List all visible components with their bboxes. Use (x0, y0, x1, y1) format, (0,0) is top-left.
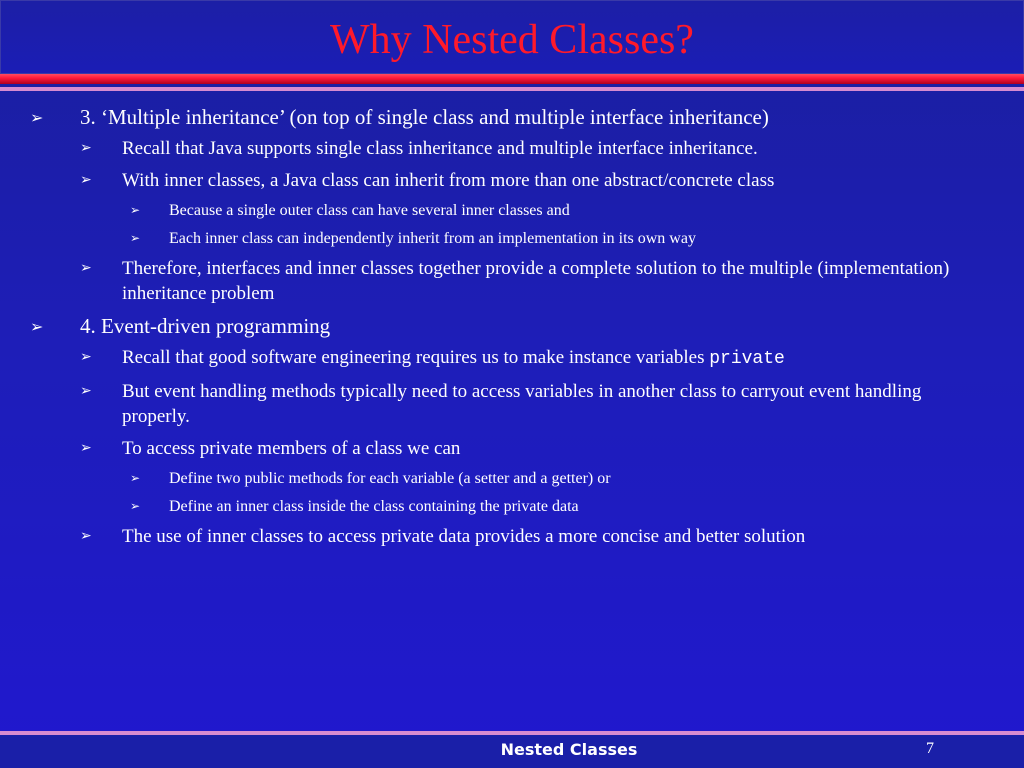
bullet-item (0, 379, 1024, 429)
arrow-bullet-icon: ➢ (130, 203, 141, 217)
bullet-item (0, 104, 1024, 130)
bullet-item (0, 313, 1024, 339)
bullet-item (0, 468, 1024, 489)
bullet-text: Therefore, interfaces and inner classes together provide a complete solution to the multiple (implementation) inheritance problem (122, 258, 950, 304)
arrow-bullet-icon: ➢ (80, 349, 92, 365)
arrow-bullet-icon: ➢ (30, 317, 44, 336)
page-number: 7 (926, 740, 934, 757)
bullet-item (0, 256, 1024, 306)
bullet-item (0, 345, 1024, 372)
bullet-item (0, 228, 1024, 249)
arrow-bullet-icon: ➢ (130, 231, 141, 245)
slide-title: Why Nested Classes? (330, 17, 694, 63)
bullet-text: Define two public methods for each variable (a setter and a getter) or (169, 470, 611, 487)
arrow-bullet-icon: ➢ (30, 108, 44, 127)
bullet-item (0, 496, 1024, 517)
arrow-bullet-icon: ➢ (130, 471, 141, 485)
bullet-item (0, 524, 1024, 549)
slide-content (0, 104, 1024, 556)
arrow-bullet-icon: ➢ (80, 528, 92, 544)
bullet-text: With inner classes, a Java class can inherit from more than one abstract/concrete class (122, 170, 775, 191)
bullet-text: To access private members of a class we can (122, 438, 461, 459)
bullet-item (0, 136, 1024, 161)
bullet-item (0, 168, 1024, 193)
bullet-item (0, 436, 1024, 461)
arrow-bullet-icon: ➢ (80, 260, 92, 276)
bullet-text: But event handling methods typically need to access variables in another class to carryout event handling properly. (122, 381, 922, 427)
arrow-bullet-icon: ➢ (80, 140, 92, 156)
arrow-bullet-icon: ➢ (80, 172, 92, 188)
arrow-bullet-icon: ➢ (80, 383, 92, 399)
arrow-bullet-icon: ➢ (130, 499, 141, 513)
bullet-text (122, 347, 785, 368)
bullet-item (0, 200, 1024, 221)
bullet-text: Define an inner class inside the class containing the private data (169, 498, 579, 515)
arrow-bullet-icon: ➢ (80, 440, 92, 456)
title-underline-red (0, 74, 1024, 84)
bullet-text: The use of inner classes to access private data provides a more concise and better solution (122, 526, 806, 547)
bullet-text: Each inner class can independently inherit from an implementation in its own way (169, 230, 696, 247)
title-underline-pink (0, 87, 1024, 91)
title-bar (0, 0, 1024, 74)
bullet-text-part: Recall that good software engineering requires us to make instance variables (122, 347, 710, 368)
bullet-text: 3. ‘Multiple inheritance’ (on top of single class and multiple interface inheritance) (80, 105, 769, 129)
bullet-text: 4. Event-driven programming (80, 314, 331, 338)
footer-title: Nested Classes (500, 740, 638, 759)
code-keyword: private (709, 349, 785, 369)
bullet-text: Recall that Java supports single class inheritance and multiple interface inheritance. (122, 138, 758, 159)
bullet-text: Because a single outer class can have several inner classes and (169, 202, 570, 219)
